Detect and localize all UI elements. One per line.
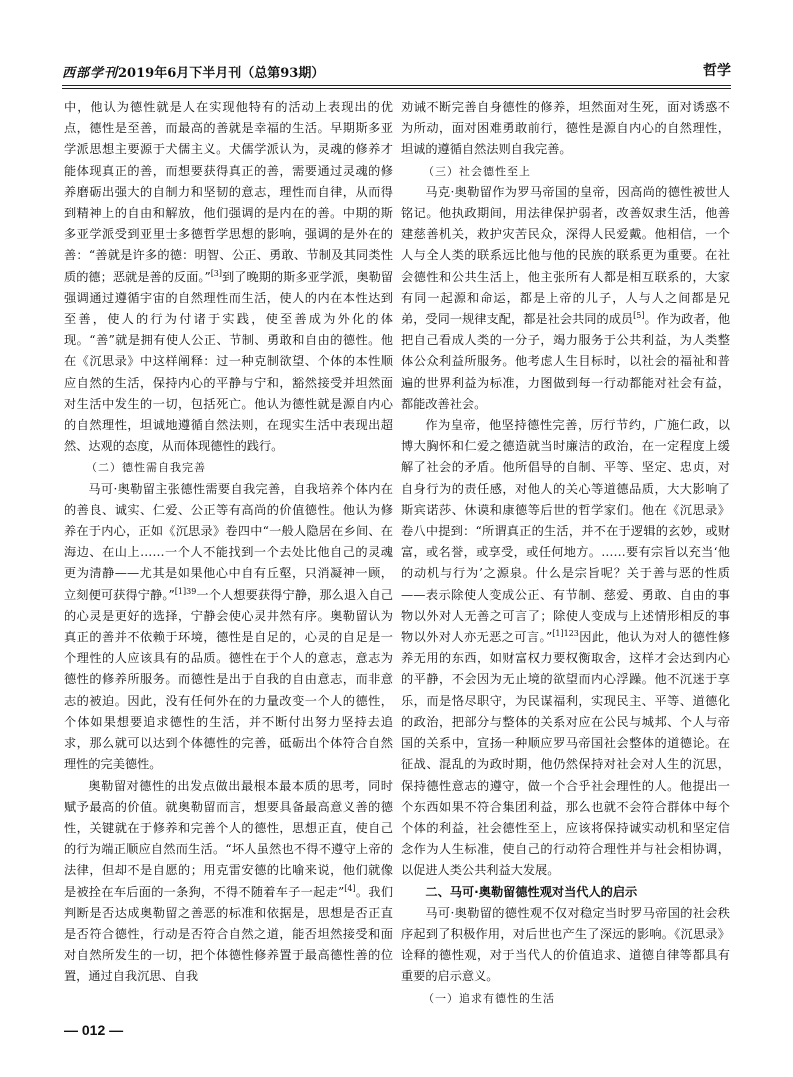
paragraph	[64, 97, 393, 457]
paragraph	[401, 415, 730, 881]
journal-issue: 2019年6月下半月刊（总第93期）	[118, 66, 325, 81]
journal-title	[62, 62, 324, 81]
paragraph	[64, 776, 393, 988]
header-rule	[62, 85, 731, 86]
section-heading: 二、马可·奥勒留德性观对当代人的启示	[425, 884, 638, 899]
right-column	[401, 97, 730, 1009]
paragraph: 马可·奥勒留的德性观不仅对稳定当时罗马帝国的社会秩序起到了积极作用，对后世也产生了深远的影响。《沉思录》诠释的德性观，对于当代人的价值追求、道德自律等都具有重要的启示意义。	[401, 905, 730, 984]
citation: [3]	[210, 268, 223, 278]
paragraph-text: 马可·奥勒留主张德性需要自我完善，自我培养个体内在的善良、诚实、仁爱、公正等有高尚的价值德性。他认为修养在于内心，正如《沉思录》卷四中“一般人隐居在乡间、在海边、在山上……一个人不能找到一个去处比他自己的灵魂更为清静——尤其是如果他心中自有丘壑，只消凝神一顾，立刻便可获得宁静。”	[64, 481, 393, 602]
paragraph-text: 到了晚期的斯多亚学派，奥勒留强调通过遵循宇宙的自然理性而生活，使人的内在本性达到至善，使人的行为付诸于实践，使至善成为外化的体现。“善”就是拥有使人公正、节制、勇敢和自由的德性。他在《沉思录》中这样阐释：过一种克制欲望、个体的本性顺应自然的生活，保持内心的平静与宁和，豁然接受并坦然面对生活中发生的一切，包括死亡。他认为德性就是源自内心的自然理性，坦诚地遵循自然法则，在现实生活中表现出超然、达观的态度，从而体现德性的践行。	[64, 269, 394, 454]
running-header	[62, 58, 731, 84]
citation: [5]	[633, 310, 645, 320]
journal-logo: 西部学刊	[62, 66, 119, 81]
subsection-heading: （一）追求有德性的生活	[423, 991, 555, 1005]
paragraph: 劝诫不断完善自身德性的修养，坦然面对生死，面对诱惑不为所动，面对困难勇敢前行，德性是源自内心的自然理性，坦诚的遵循自然法则自我完善。	[401, 100, 730, 157]
paragraph-text: 奥勒留对德性的出发点做出最根本最本质的思考，同时赋予最高的价值。就奥勒留而言，想要具备最高意义善的德性，关键就在于修养和完善个人的德性，思想正直，使自己的行为端正顺应自然而生活。“坏人虽然也不得不遵守上帝的法律，但却不是自愿的；用克雷安德的比喻来说，他们就像是被拴在车后面的一条狗，不得不随着车子一起走”	[64, 778, 393, 899]
header-rule-thin	[62, 88, 731, 89]
paragraph-text: 马克·奥勒留作为罗马帝国的皇帝，因高尚的德性被世人铭记。他执政期间，用法律保护弱者，改善奴隶生活，他善建慈善机关，救护灾苦民众，深得人民爱戴。他相信，一个人与全人类的联系远比他与他的民族的联系更为重要。在社会德性和公共生活上，他主张所有人都是相互联系的，大家有同一起源和命运，都是上帝的儿子，人与人之间都是兄弟，受同一规律支配，都是社会共同的成员	[401, 184, 730, 327]
paragraph	[401, 182, 730, 415]
page-number: — 012 —	[64, 1022, 124, 1038]
paragraph-text: 中，他认为德性就是人在实现他特有的活动上表现出的优点，德性是至善，而最高的善就是幸福的生活。早期斯多亚学派思想主要源于犬儒主义。犬儒学派认为，灵魂的修养才能体现真正的善，而想要获得真正的善，需要通过灵魂的修养磨砺出强大的自制力和坚韧的意志，理性而自律，从而得到精神上的自由和解放，他们强调的是内在的善。中期的斯多亚学派受到亚里士多德哲学思想的影响，强调的是外在的善：“善就是许多的德：明智、公正、勇敢、节制及其同类性质的德；恶就是善的反面。”	[64, 100, 393, 284]
left-column	[64, 97, 393, 988]
paragraph-text: 。作为政者，他把自己看成人类的一分子，竭力服务于公共利益，为人类整体公众利益所服务。他考虑人生目标时，以社会的福祉和普遍的世界利益为标准，力图做到每一行动都能对社会有益，都能改善社会。	[401, 312, 731, 411]
paragraph	[64, 479, 393, 776]
paragraph-text: 。我们判断是否达成奥勒留之善恶的标准和依据是，思想是否正直是否符合德性，行动是否符合自然之道，能否坦然接受和面对自然所发生的一切，把个体德性修养置于最高德性善的位置，通过自我沉思、自我	[64, 884, 394, 984]
paragraph-text: 因此，他认为对人的德性修养无用的东西，如财富权力要权衡取舍，这样才会达到内心的平静，不会因为无止境的欲望而内心浮躁。他不沉迷于享乐，而是恪尽职守，为民谋福利，实现民主、平等、道德化的政治，把部分与整体的关系对应在公民与城邦、个人与帝国的关系中，宣扬一种顺应罗马帝国社会整体的道德论。在征战、混乱的为政时期，他仍然保持对社会对人生的沉思，保持德性意志的遵守，做一个合乎社会理性的人。他提出一个东西如果不符合集团利益，那么也就不会符合群体中每个个体的利益，社会德性至上，应该将保持诚实动机和坚定信念作为人生标准，使自己的行动符合理性并与社会相协调，以促进人类公共利益大发展。	[401, 630, 730, 878]
citation: [1]39	[174, 586, 197, 596]
citation: [1]123	[552, 629, 579, 639]
paragraph-text: 一个人想要获得宁静，那么退入自己的心灵是更好的选择，宁静会使心灵井然有序。奥勒留认为真正的善并不依赖于环境，德性是自足的，心灵的自足是一个理性的人应该具有的品质。德性在于个人的意志，意志为德性的修养所服务。而德性是出于自我的自由意志，而非意志的被迫。因此，没有任何外在的力量改变一个人的德性，个体如果想要追求德性的生活，并不断付出努力坚持去追求，那么就可以达到个体德性的完善，砥砺出个体符合自然理性的完美德性。	[64, 587, 393, 772]
subsection-heading: （三）社会德性至上	[423, 164, 531, 178]
citation: [4]	[344, 883, 356, 893]
paragraph-text: 作为皇帝，他坚持德性完善，厉行节约，广施仁政，以博大胸怀和仁爱之德造就当时廉洁的政治，在一定程度上缓解了社会的矛盾。他所倡导的自制、平等、坚定、忠贞，对自身行为的责任感，对他人的关心等道德品质，大大影响了斯宾诺莎、休谟和康德等后世的哲学家们。他在《沉思录》卷八中提到：“所谓真正的生活，并不在于逻辑的玄妙，或财富，或名誉，或享受，或任何地方。……要有宗旨以充当‘他的动机与行为’之源泉。什么是宗旨呢？关于善与恶的性质——表示除使人变成公正、有节制、慈爱、勇敢、自由的事物以外对人无善之可言了；除使人变成与上述情形相反的事物以外对人亦无恶之可言。”	[401, 418, 730, 645]
subsection-heading: （二）德性需自我完善	[86, 461, 206, 475]
section-label: 哲学	[703, 63, 731, 79]
